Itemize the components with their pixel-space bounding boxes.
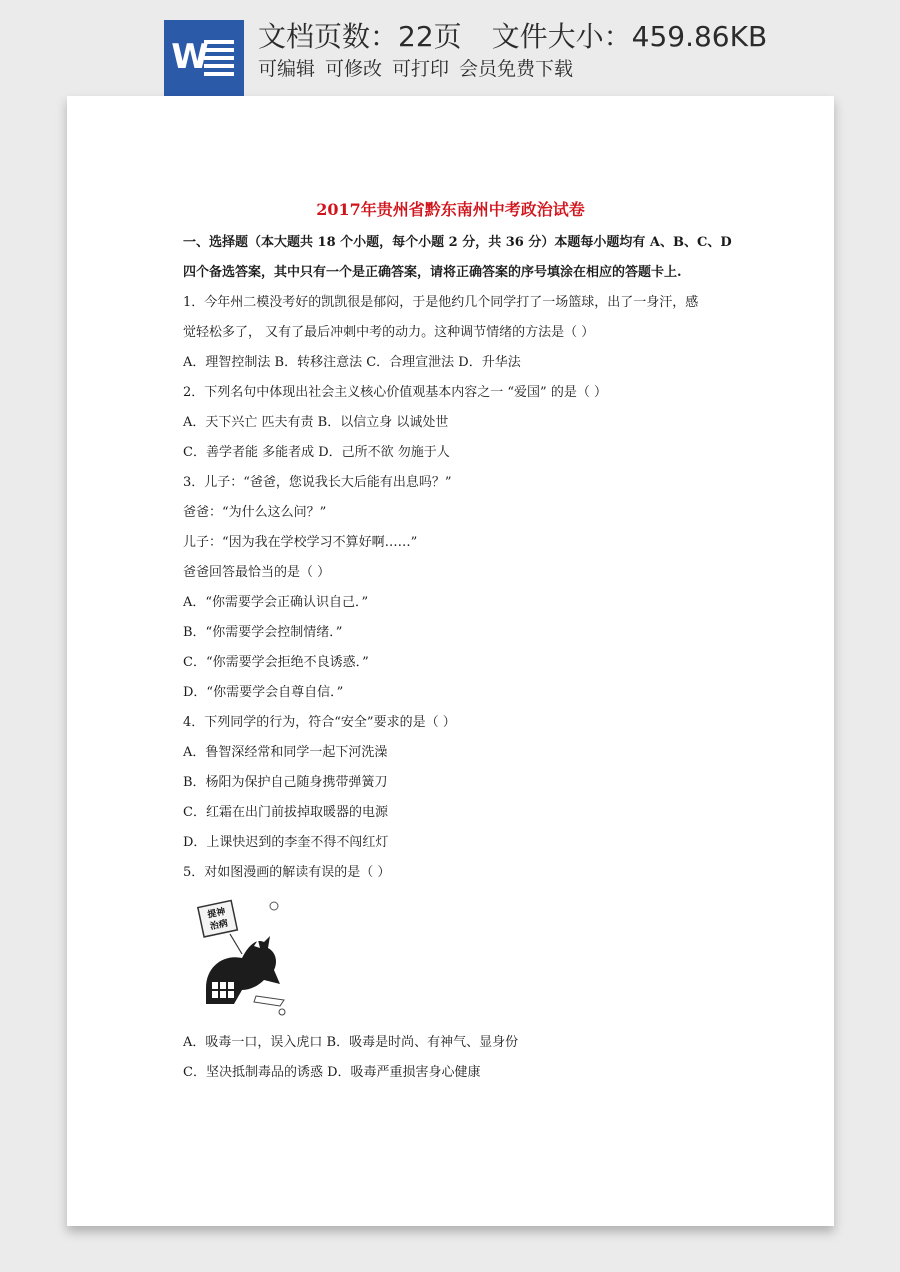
q2-options-row-2: C．善学者能 多能者成 D．己所不欲 勿施于人 <box>183 445 450 460</box>
feature-free-download: 会员免费下载 <box>459 58 574 80</box>
q3-option-b: B．“你需要学会控制情绪．” <box>183 625 343 640</box>
q4-option-d: D．上课快迟到的李奎不得不闯红灯 <box>183 835 389 850</box>
q1-options: A．理智控制法 B．转移注意法 C．合理宣泄法 D．升华法 <box>183 355 521 370</box>
q1-stem-line-1: 1．今年州二模没考好的凯凯很是郁闷，于是他约几个同学打了一场篮球，出了一身汗，感 <box>183 295 699 310</box>
file-info <box>258 18 878 56</box>
q2-options-row-1: A．天下兴亡 匹夫有责 B．以信立身 以诚处世 <box>183 415 449 430</box>
section-intro-line-1: 一、选择题（本大题共 18 个小题，每个小题 2 分，共 36 分）本题每小题均有 A、B、C、D <box>183 235 732 250</box>
page-count: 文档页数：22页 <box>258 20 462 53</box>
q4-option-c: C．红霜在出门前拔掉取暖器的电源 <box>183 805 388 820</box>
q3-dialog-line-2: 爸爸：“为什么这么问？” <box>183 505 327 520</box>
q5-options-row-2: C．坚决抵制毒品的诱惑 D．吸毒严重损害身心健康 <box>183 1065 481 1080</box>
feature-list <box>258 56 878 82</box>
feature-modifiable: 可修改 <box>325 58 383 80</box>
q3-option-d: D．“你需要学会自尊自信．” <box>183 685 344 700</box>
document-page <box>67 96 834 1226</box>
word-doc-icon <box>164 20 244 96</box>
q4-option-b: B．杨阳为保护自己随身携带弹簧刀 <box>183 775 388 790</box>
q5-stem: 5．对如图漫画的解读有误的是（ ） <box>183 865 391 880</box>
section-intro-line-2: 四个备选答案，其中只有一个是正确答案，请将正确答案的序号填涂在相应的答题卡上. <box>183 265 682 280</box>
q5-options-row-1: A．吸毒一口，误入虎口 B．吸毒是时尚、有神气、显身份 <box>183 1035 519 1050</box>
download-banner <box>0 0 900 100</box>
file-size: 文件大小：459.86KB <box>491 20 768 53</box>
document-title: 2017年贵州省黔东南州中考政治试卷 <box>316 200 585 219</box>
cartoon-sign-line-1: 提神 <box>206 907 227 921</box>
feature-printable: 可打印 <box>392 58 450 80</box>
q3-dialog-line-3: 儿子：“因为我在学校学习不算好啊……” <box>183 535 418 550</box>
cartoon-sign-line-2: 治病 <box>209 918 229 933</box>
q3-dialog-line-1: 3．儿子：“爸爸，您说我长大后能有出息吗？” <box>183 475 452 490</box>
feature-editable: 可编辑 <box>258 58 316 80</box>
q4-stem: 4．下列同学的行为，符合“安全”要求的是（ ） <box>183 715 456 730</box>
q2-stem: 2．下列名句中体现出社会主义核心价值观基本内容之一 “爱国” 的是（ ） <box>183 385 607 400</box>
q4-option-a: A．鲁智深经常和同学一起下河洗澡 <box>183 745 388 760</box>
q3-option-a: A．“你需要学会正确认识自己．” <box>183 595 369 610</box>
q1-stem-line-2: 觉轻松多了， 又有了最后冲刺中考的动力。这种调节情绪的方法是（ ） <box>183 325 595 340</box>
drug-cartoon-image <box>194 896 292 1022</box>
q3-stem: 爸爸回答最恰当的是（ ） <box>183 565 331 580</box>
q3-option-c: C．“你需要学会拒绝不良诱惑．” <box>183 655 369 670</box>
word-w-letter: W <box>171 37 209 77</box>
